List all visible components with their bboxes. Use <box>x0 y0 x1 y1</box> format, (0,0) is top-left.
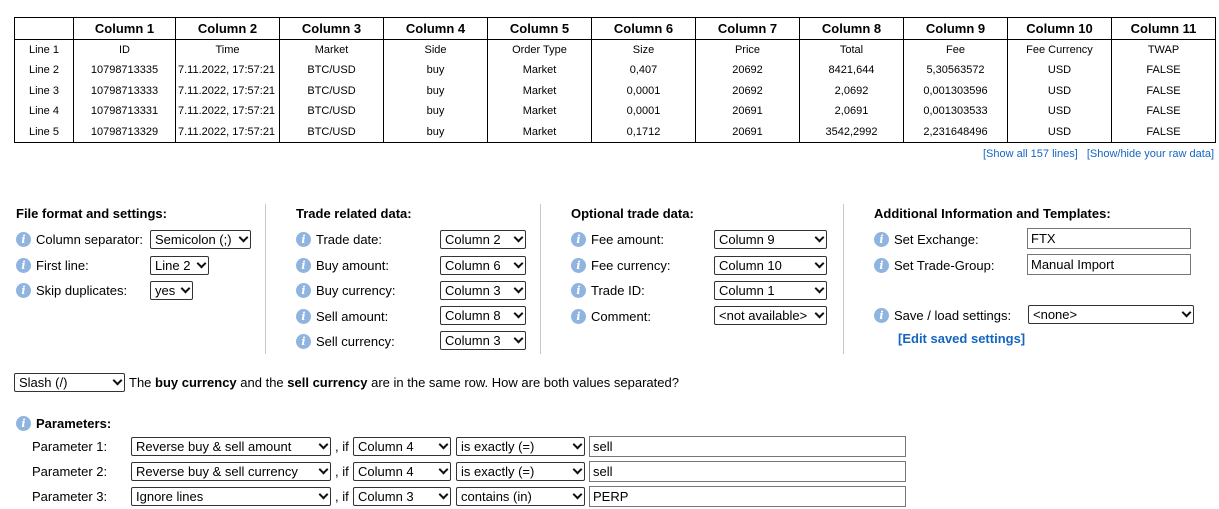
table-cell: 0,407 <box>592 60 696 81</box>
first-line-select[interactable]: Line 2 <box>150 256 209 275</box>
chevron-down-icon <box>514 334 524 344</box>
table-cell: 0,001303533 <box>904 101 1008 122</box>
buy-amount-label: Buy amount: <box>316 257 389 273</box>
first-line-row <box>16 254 89 276</box>
fee-currency-select[interactable]: Column 10 <box>714 256 827 275</box>
first-line-label: First line: <box>36 257 89 273</box>
parameter-action-select[interactable]: Reverse buy & sell currency <box>131 462 331 481</box>
table-cell: 2,0692 <box>800 81 904 102</box>
table-row <box>15 40 1216 61</box>
parameter-if-text: , if <box>335 489 349 504</box>
chevron-down-icon <box>514 284 524 294</box>
info-icon[interactable]: i <box>296 309 311 324</box>
table-cell: buy <box>384 81 488 102</box>
chevron-down-icon <box>815 259 825 269</box>
section-divider <box>265 204 266 354</box>
chevron-down-icon <box>113 376 123 386</box>
chevron-down-icon <box>239 233 249 243</box>
trade-group-input[interactable]: Manual Import <box>1027 254 1191 275</box>
table-cell: Fee Currency <box>1008 40 1112 61</box>
chevron-down-icon <box>514 259 524 269</box>
info-icon[interactable]: i <box>296 258 311 273</box>
table-cell: Market <box>488 60 592 81</box>
buy-currency-row <box>296 279 395 301</box>
table-cell: 7.11.2022, 17:57:21 <box>176 81 280 102</box>
column-header: Column 6 <box>592 18 696 40</box>
chevron-down-icon <box>439 490 449 500</box>
trade-date-select[interactable]: Column 2 <box>440 230 526 249</box>
column-header: Column 11 <box>1112 18 1216 40</box>
additional-section <box>874 204 1111 224</box>
sell-currency-row <box>296 330 395 352</box>
table-links <box>983 148 1214 160</box>
table-cell: BTC/USD <box>280 101 384 122</box>
table-cell: 10798713329 <box>74 122 176 143</box>
table-cell: Market <box>488 101 592 122</box>
info-icon[interactable]: i <box>571 232 586 247</box>
table-cell: 0,0001 <box>592 81 696 102</box>
table-cell: 20692 <box>696 81 800 102</box>
parameter-operator-select[interactable]: contains (in) <box>456 487 585 506</box>
separator-question: The buy currency and the sell currency are in the same row. How are both values separated? <box>129 375 679 390</box>
column-header: Column 4 <box>384 18 488 40</box>
chevron-down-icon <box>815 233 825 243</box>
chevron-down-icon <box>319 490 329 500</box>
table-cell: 20691 <box>696 101 800 122</box>
parameter-value-input[interactable]: PERP <box>589 486 906 507</box>
skip-duplicates-select[interactable]: yes <box>150 281 193 300</box>
row-label: Line 1 <box>29 44 59 56</box>
buy-currency-select[interactable]: Column 3 <box>440 281 526 300</box>
show-all-lines-link[interactable]: [Show all 157 lines] <box>982 148 1078 160</box>
parameter-column-select[interactable]: Column 4 <box>353 437 451 456</box>
table-cell: buy <box>384 101 488 122</box>
table-cell: Price <box>696 40 800 61</box>
table-cell: USD <box>1008 60 1112 81</box>
table-cell: 20692 <box>696 60 800 81</box>
parameter-value-input[interactable]: sell <box>589 461 906 482</box>
parameter-if-text: , if <box>335 439 349 454</box>
header-corner <box>15 18 74 40</box>
parameters-heading <box>16 412 111 434</box>
info-icon[interactable]: i <box>16 232 31 247</box>
info-icon[interactable]: i <box>296 334 311 349</box>
table-cell: Market <box>488 122 592 143</box>
table-header-row <box>15 18 1216 40</box>
fee-amount-row <box>571 228 664 250</box>
preview-table <box>14 17 1216 143</box>
parameter-label: Parameter 3: <box>32 489 108 504</box>
info-icon[interactable]: i <box>16 416 31 431</box>
chevron-down-icon <box>319 465 329 475</box>
trade-data-section <box>296 204 412 224</box>
show-raw-data-link[interactable]: [Show/hide your raw data] <box>1086 148 1214 160</box>
table-cell: ID <box>74 40 176 61</box>
trade-date-row <box>296 228 382 250</box>
table-cell: USD <box>1008 122 1112 143</box>
exchange-input[interactable]: FTX <box>1027 228 1191 249</box>
chevron-down-icon <box>573 465 583 475</box>
table-cell: 7.11.2022, 17:57:21 <box>176 122 280 143</box>
additional-title: Additional Information and Templates: <box>874 206 1111 221</box>
info-icon[interactable]: i <box>296 232 311 247</box>
buy-amount-row <box>296 254 389 276</box>
comment-label: Comment: <box>591 308 651 324</box>
table-cell: FALSE <box>1112 101 1216 122</box>
table-cell: BTC/USD <box>280 60 384 81</box>
parameter-value-input[interactable]: sell <box>589 436 906 457</box>
edit-saved-settings-link[interactable]: [Edit saved settings] <box>898 331 1026 346</box>
table-cell: 0,001303596 <box>904 81 1008 102</box>
chevron-down-icon <box>815 284 825 294</box>
buy-currency-label: Buy currency: <box>316 282 396 298</box>
trade-data-title: Trade related data: <box>296 206 412 221</box>
table-cell: buy <box>384 60 488 81</box>
column-header: Column 1 <box>74 18 176 40</box>
currency-separator-select[interactable]: Slash (/) <box>14 373 125 392</box>
column-header: Column 5 <box>488 18 592 40</box>
buy-amount-select[interactable]: Column 6 <box>440 256 526 275</box>
fee-amount-select[interactable]: Column 9 <box>714 230 827 249</box>
table-row <box>15 101 1216 122</box>
parameter-if-text: , if <box>335 464 349 479</box>
column-header: Column 10 <box>1008 18 1112 40</box>
row-label: Line 3 <box>29 84 59 97</box>
row-label: Line 4 <box>29 105 59 118</box>
column-separator-select[interactable]: Semicolon (;) <box>150 230 251 249</box>
table-cell: USD <box>1008 81 1112 102</box>
chevron-down-icon <box>573 490 583 500</box>
chevron-down-icon <box>1182 308 1192 318</box>
parameter-label: Parameter 2: <box>32 464 108 479</box>
exchange-row <box>874 228 979 250</box>
table-cell: Side <box>384 40 488 61</box>
sell-amount-label: Sell amount: <box>316 308 389 324</box>
table-cell: 20691 <box>696 122 800 143</box>
fee-currency-label: Fee currency: <box>591 257 671 273</box>
table-cell: BTC/USD <box>280 122 384 143</box>
fee-amount-label: Fee amount: <box>591 231 664 247</box>
chevron-down-icon <box>815 309 825 319</box>
column-separator-label: Column separator: <box>36 231 143 247</box>
table-cell: Total <box>800 40 904 61</box>
save-load-label: Save / load settings: <box>894 307 1012 323</box>
table-cell: FALSE <box>1112 81 1216 102</box>
section-divider <box>843 204 844 354</box>
trade-group-row <box>874 254 994 276</box>
save-load-row <box>874 304 1011 326</box>
table-cell: 10798713331 <box>74 101 176 122</box>
parameter-operator-select[interactable]: is exactly (=) <box>456 437 585 456</box>
info-icon[interactable]: i <box>571 258 586 273</box>
table-cell: 7.11.2022, 17:57:21 <box>176 60 280 81</box>
info-icon[interactable]: i <box>16 283 31 298</box>
table-cell: Size <box>592 40 696 61</box>
table-cell: buy <box>384 122 488 143</box>
column-header: Column 2 <box>176 18 280 40</box>
trade-date-label: Trade date: <box>316 231 383 247</box>
chevron-down-icon <box>514 309 524 319</box>
fee-currency-row <box>571 254 670 276</box>
info-icon[interactable]: i <box>296 283 311 298</box>
table-row <box>15 122 1216 143</box>
info-icon[interactable]: i <box>571 283 586 298</box>
table-cell: FALSE <box>1112 122 1216 143</box>
parameter-operator-select[interactable]: is exactly (=) <box>456 462 585 481</box>
sell-amount-row <box>296 305 388 327</box>
table-row <box>15 60 1216 81</box>
chevron-down-icon <box>197 259 207 269</box>
table-cell: Market <box>488 81 592 102</box>
trade-id-select[interactable]: Column 1 <box>714 281 827 300</box>
trade-group-label: Set Trade-Group: <box>894 257 995 273</box>
column-header: Column 7 <box>696 18 800 40</box>
table-cell: 5,30563572 <box>904 60 1008 81</box>
parameter-action-select[interactable]: Reverse buy & sell amount <box>131 437 331 456</box>
table-cell: FALSE <box>1112 60 1216 81</box>
table-cell: 8421,644 <box>800 60 904 81</box>
table-cell: BTC/USD <box>280 81 384 102</box>
parameter-column-select[interactable]: Column 3 <box>353 487 451 506</box>
file-format-title: File format and settings: <box>16 206 167 221</box>
table-cell: 10798713335 <box>74 60 176 81</box>
comment-row <box>571 305 651 327</box>
table-cell: Market <box>280 40 384 61</box>
optional-data-title: Optional trade data: <box>571 206 694 221</box>
section-divider <box>540 204 541 354</box>
table-cell: 2,231648496 <box>904 122 1008 143</box>
column-header: Column 3 <box>280 18 384 40</box>
parameter-action-select[interactable]: Ignore lines <box>131 487 331 506</box>
chevron-down-icon <box>439 440 449 450</box>
column-separator-row <box>16 228 143 250</box>
sell-currency-label: Sell currency: <box>316 333 395 349</box>
comment-select[interactable]: <not available> <box>714 306 827 325</box>
parameters-title: Parameters: <box>36 415 112 431</box>
table-cell: USD <box>1008 101 1112 122</box>
trade-id-row <box>571 279 645 301</box>
table-cell: Fee <box>904 40 1008 61</box>
table-cell: 0,0001 <box>592 101 696 122</box>
sell-currency-select[interactable]: Column 3 <box>440 331 526 350</box>
table-row <box>15 81 1216 102</box>
column-header: Column 8 <box>800 18 904 40</box>
file-format-section <box>16 204 167 224</box>
chevron-down-icon <box>181 284 191 294</box>
optional-data-section <box>571 204 694 224</box>
chevron-down-icon <box>514 233 524 243</box>
save-load-select[interactable]: <none> <box>1028 305 1194 324</box>
chevron-down-icon <box>319 440 329 450</box>
table-cell: 7.11.2022, 17:57:21 <box>176 101 280 122</box>
table-cell: 0,1712 <box>592 122 696 143</box>
chevron-down-icon <box>439 465 449 475</box>
trade-id-label: Trade ID: <box>591 282 645 298</box>
skip-duplicates-label: Skip duplicates: <box>36 282 128 298</box>
row-label: Line 5 <box>29 125 59 138</box>
info-icon[interactable]: i <box>874 258 889 273</box>
info-icon[interactable]: i <box>571 309 586 324</box>
info-icon[interactable]: i <box>874 308 889 323</box>
info-icon[interactable]: i <box>874 232 889 247</box>
parameter-column-select[interactable]: Column 4 <box>353 462 451 481</box>
column-header: Column 9 <box>904 18 1008 40</box>
row-label: Line 2 <box>29 64 59 77</box>
table-cell: 10798713333 <box>74 81 176 102</box>
parameter-label: Parameter 1: <box>32 439 108 454</box>
info-icon[interactable]: i <box>16 258 31 273</box>
table-cell: Order Type <box>488 40 592 61</box>
chevron-down-icon <box>573 440 583 450</box>
table-cell: 2,0691 <box>800 101 904 122</box>
sell-amount-select[interactable]: Column 8 <box>440 306 526 325</box>
table-cell: TWAP <box>1112 40 1216 61</box>
skip-duplicates-row <box>16 279 127 301</box>
exchange-label: Set Exchange: <box>894 231 979 247</box>
table-cell: Time <box>176 40 280 61</box>
table-cell: 3542,2992 <box>800 122 904 143</box>
